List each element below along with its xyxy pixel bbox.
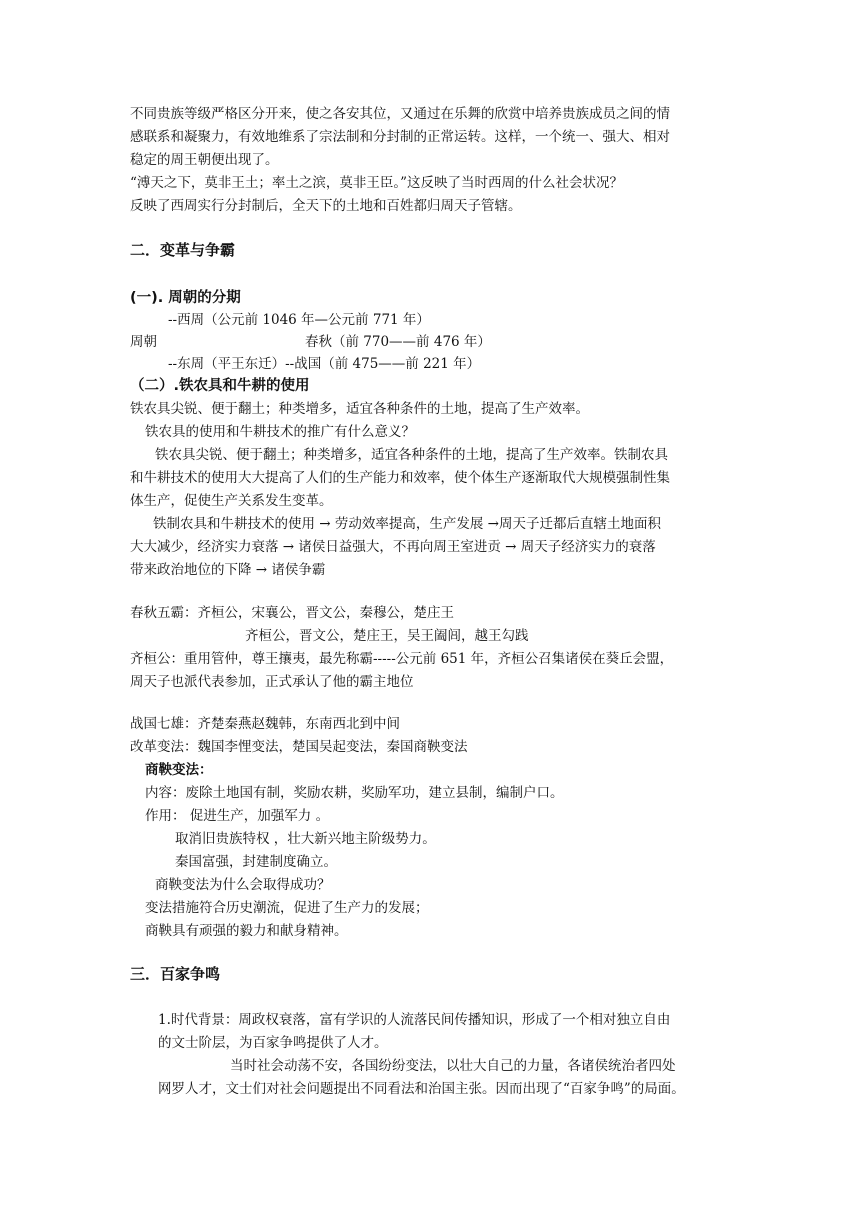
reform-list: 改革变法：魏国李悝变法，楚国吴起变法，秦国商鞅变法 (130, 739, 468, 755)
west-zhou-line: --西周（公元前 1046 年—公元前 771 年） (168, 312, 430, 328)
section-2-heading: 二．变革与争霸 (130, 241, 236, 259)
iron-tools-heading: （二）.铁农具和牛耕的使用 (130, 378, 310, 394)
iron-tools-answer-3: 体生产，促使生产关系发生变革。 (130, 493, 333, 509)
background-line-4: 网罗人才，文士们对社会问题提出不同看法和治国主张。因而出现了“百家争鸣”的局面。 (158, 1081, 685, 1097)
shang-yang-content: 内容：废除土地国有制，奖励农耕，奖励军功，建立县制，编制户口。 (145, 785, 564, 801)
zhou-dynasty-label: 周朝 (130, 334, 157, 350)
shang-yang-effect-3: 秦国富强，封建制度确立。 (175, 854, 337, 870)
intro-line-1: 不同贵族等级严格区分开来，使之各安其位，又通过在乐舞的欣赏中培养贵族成员之间的情 (130, 106, 670, 122)
qi-huan-gong-2: 周天子也派代表参加，正式承认了他的霸主地位 (130, 674, 414, 690)
qi-huan-gong-1: 齐桓公：重用管仲，尊王攘夷，最先称霸-----公元前 651 年，齐桓公召集诸侯在葵丘会盟， (130, 651, 674, 667)
intro-answer: 反映了西周实行分封制后，全天下的土地和百姓都归周天子管辖。 (130, 198, 522, 214)
iron-tools-p1: 铁农具尖锐、便于翻土；种类增多，适宜各种条件的土地，提高了生产效率。 (130, 401, 589, 417)
background-line-1: 1.时代背景：周政权衰落，富有学识的人流落民间传播知识，形成了一个相对独立自由 (158, 1012, 671, 1028)
iron-tools-question: 铁农具的使用和牛耕技术的推广有什么意义？ (145, 424, 415, 440)
section-3-heading: 三．百家争鸣 (130, 965, 221, 983)
shang-yang-effect-2: 取消旧贵族特权 ，壮大新兴地主阶级势力。 (175, 831, 436, 847)
causal-chain-2: 大大减少，经济实力衰落 → 诸侯日益强大，不再向周王室进贡 → 周天子经济实力的衰落 (130, 539, 656, 555)
seven-warring-states: 战国七雄：齐楚秦燕赵魏韩，东南西北到中间 (130, 716, 400, 732)
causal-chain-1: 铁制农具和牛耕技术的使用 → 劳动效率提高，生产发展 →周天子迁都后直辖土地面积 (153, 516, 661, 532)
background-line-3: 当时社会动荡不安，各国纷纷变法，以壮大自己的力量，各诸侯统治者四处 (230, 1058, 676, 1074)
intro-line-2: 感联系和凝聚力，有效地维系了宗法制和分封制的正常运转。这样，一个统一、强大、相对 (130, 129, 670, 145)
iron-tools-answer-2: 和牛耕技术的使用大大提高了人们的生产能力和效率，使个体生产逐渐取代大规模强制性集 (130, 470, 670, 486)
chunqiu-line: 春秋（前 770——前 476 年） (305, 334, 491, 350)
intro-line-3: 稳定的周王朝便出现了。 (130, 152, 279, 168)
iron-tools-answer-1: 铁农具尖锐、便于翻土；种类增多，适宜各种条件的土地，提高了生产效率。铁制农具 (155, 447, 668, 463)
five-hegemons-1: 春秋五霸：齐桓公，宋襄公，晋文公，秦穆公，楚庄王 (130, 605, 454, 621)
shang-yang-heading: 商鞅变法： (145, 762, 213, 778)
causal-chain-3: 带来政治地位的下降 → 诸侯争霸 (130, 562, 326, 578)
zhou-periods-heading: (一). 周朝的分期 (130, 290, 241, 306)
east-zhou-line: --东周（平王东迁）--战国（前 475——前 221 年） (168, 356, 481, 372)
five-hegemons-2: 齐桓公，晋文公，楚庄王，吴王阖闾，越王勾践 (245, 628, 529, 644)
intro-question: “溥天之下，莫非王土；率土之滨，莫非王臣。”这反映了当时西周的什么社会状况？ (130, 175, 624, 191)
background-line-2: 的文士阶层，为百家争鸣提供了人才。 (158, 1035, 388, 1051)
shang-yang-effect: 作用： 促进生产，加强军力 。 (145, 808, 330, 824)
shang-yang-question: 商鞅变法为什么会取得成功？ (155, 877, 331, 893)
shang-yang-answer-2: 商鞅具有顽强的毅力和献身精神。 (145, 923, 348, 939)
shang-yang-answer-1: 变法措施符合历史潮流，促进了生产力的发展； (145, 900, 429, 916)
